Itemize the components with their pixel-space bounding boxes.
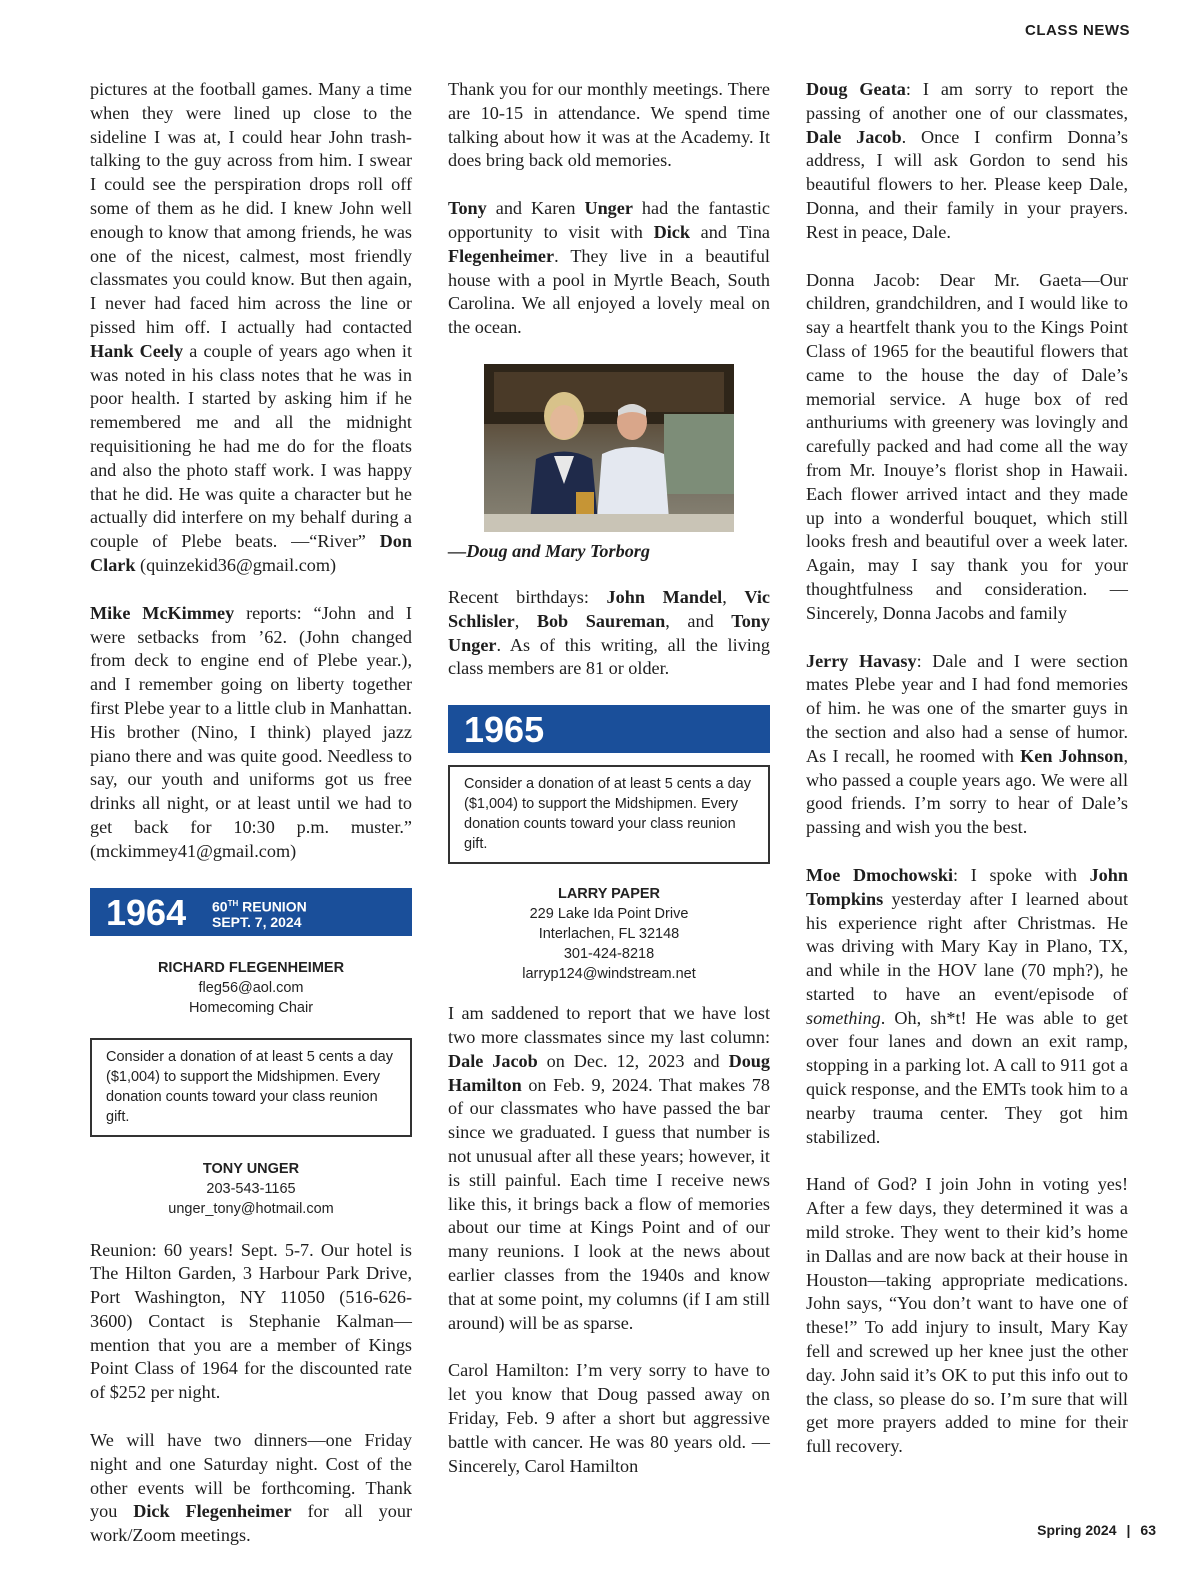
text: , [722,586,745,607]
classmate-name: Jerry Havasy [806,650,917,671]
emphasis: something [806,1007,881,1028]
text: on Feb. 9, 2024. That makes 78 of our classmates who have passed the bar since we graduated. I guess that number is not unusual after all these years; however, it is still painful. Each time I receive news like this, it brings back a flow of memories about our time at Kings Point and of our many reunions. I look at the news about earlier classes from the 1940s and know that at some point, my columns (if I am still around) will be as sparse. [448,1074,770,1333]
paragraph-dinners [90,1429,412,1548]
classmate-name: Doug Hamilton [448,1050,770,1095]
section-header: CLASS NEWS [1024,22,1130,39]
paragraph-myrtle-beach [448,197,770,340]
classmate-name: Bob Saureman [536,610,666,631]
text: (quinzekid36@gmail.com) [135,554,337,575]
contact-phone: 301-424-8218 [563,946,655,963]
classmate-name: Doug Geata [806,79,906,99]
text: : Dale and I were section mates Plebe year and I had fond memories of him. he was one of the smarter guys in the section and also had a sense of humor. As I recall, he roomed with [806,650,1128,766]
issue-label: Spring 2024 [1037,1522,1117,1538]
paragraph-donna-jacob: Donna Jacob: Dear Mr. Gaeta—Our children, grandchildren, and I would like to say a heartfelt thank you to the Kings Point Class of 1965 for the beautiful flowers that came to the house the day of Dale’s memorial service. A huge box of red anthuriums with greenery was lovingly and carefully packed and had come all the way from Mr. Inouye’s florist shop in Hawaii. Each flower arrived intact and they made up into a wonderful bouquet, which still looks fresh and beautiful over a week later. Again, may I say thank you for your thoughtfulness and consideration. —Sincerely, Donna Jacobs and family [806,269,1128,623]
contact-email[interactable]: larryp124@windstream.net [522,966,696,983]
photo-illustration [484,364,734,532]
column-1 [90,78,412,1572]
contact-email[interactable]: unger_tony@hotmail.com [168,1200,334,1217]
class-year: 1965 [464,709,545,751]
page-number: 63 [1140,1522,1156,1538]
paragraph-birthdays [448,586,770,681]
paragraph-football [90,78,412,578]
reunion-word: REUNION [238,898,307,915]
text: on Dec. 12, 2023 and [537,1050,729,1071]
classmate-name: Moe Dmochowski [806,864,954,885]
classmate-name: Flegenheimer [448,245,555,266]
class-1964-banner [90,888,412,936]
reunion-number: 60 [212,898,228,915]
classmate-name: Tony [448,198,487,219]
paragraph-hand-of-god: Hand of God? I join John in voting yes! After a few days, they determined it was a mild stroke. They went to their kid’s home in Dallas and are now back at their house in Houston—taking appropriate medications. John says, “You don’t want to have one of these!” To add injury to insult, Mary Kay fell and screwed up her knee just the other day. John said it’s OK to put this info out to the class, so please do so. I’m sure that will get more prayers added to mine for their full recovery. [806,1174,1128,1457]
text: I am saddened to report that we have lost two more classmates since my last column: [448,1003,770,1047]
classmate-name: John Mandel [606,586,723,607]
text: pictures at the football games. Many a time when they were lined up close to the sideline I was at, I could hear John trash-talking to the guy across from him. I swear I could see the perspiration drops roll off some of them as he did. I knew John well enough to know that among friends, he was one of the nicest, calmest, most friendly classmates you could know. But then again, I never had faced him across the line or pissed him off. I actually had contacted [90,79,412,337]
torborg-photo [484,364,734,532]
contact-paper [448,884,770,984]
contact-name: RICHARD FLEGENHEIMER [157,959,345,976]
classmate-name: Vic Schlisler [448,586,770,631]
paragraph-carol-hamilton: Carol Hamilton: I’m very sorry to have to let you know that Doug passed away on Friday, Feb. 9 after a short but aggressive battle with cancer. He was 80 years old. —Sincerely, Carol Hamilton [448,1360,770,1476]
classmate-name: Mike McKimmey [90,602,235,623]
text: . Once I confirm Donna’s address, I will ask Gordon to send his beautiful flowers to her. Please keep Dale, Donna, and their family in your prayers. Rest in peace, Dale. [806,126,1128,242]
text: a couple of years ago when it was noted in his class notes that he was in poor health. I started by asking him if he remembered me and all the midnight requisitioning he had me do for the floats and also the photo staff work. I was happy that he did. He was quite a character but he actually did interfere on my behalf during a couple of Plebe beats. —“River” [90,340,412,552]
page-footer [1037,1522,1156,1538]
classmate-name: Unger [584,198,633,219]
paragraph-meetings: Thank you for our monthly meetings. There are 10-15 in attendance. We spend time talking about how it was at the Academy. It does bring back old memories. [448,79,770,171]
paragraph-geata [806,78,1128,245]
class-year: 1964 [106,891,187,933]
classmate-name: Dick Flegenheimer [133,1501,292,1522]
class-1965-banner [448,705,770,753]
classmate-name: Dick [653,221,690,242]
classmate-name: John Tompkins [806,864,1128,909]
text: : I am sorry to report the passing of another one of our classmates, [806,79,1128,123]
classmate-name: Ken Johnson [1020,745,1124,766]
contact-address-line1: 229 Lake Ida Point Drive [529,906,689,923]
contact-flegenheimer [90,958,412,1018]
text: , [514,610,537,631]
contact-unger [90,1159,412,1219]
text: had the fantastic opportunity to visit with [448,198,770,242]
text: : I spoke with [953,864,1090,885]
column-2 [448,78,770,1502]
column-3 [806,78,1128,1483]
photo-caption: —Doug and Mary Torborg [448,540,650,561]
text: , and [665,610,732,631]
text: We will have two dinners—one Friday night and one Saturday night. Cost of the other events will be forthcoming. Thank you [90,1430,412,1522]
text: . They live in a beautiful house with a pool in Myrtle Beach, South Carolina. We all enjoyed a lovely meal on the ocean. [448,245,770,338]
reunion-date: SEPT. 7, 2024 [212,914,302,931]
contact-role: Homecoming Chair [188,999,314,1016]
donation-box: Consider a donation of at least 5 cents a day ($1,004) to support the Midshipmen. Every donation counts toward your class reunion gift. [90,1038,412,1137]
contact-name: LARRY PAPER [557,886,661,903]
paragraph-saddened [448,1002,770,1335]
classmate-name: Dale Jacob [448,1050,538,1071]
contact-name: TONY UNGER [202,1160,300,1177]
paragraph-mckimmey [90,602,412,864]
reunion-suffix: TH [227,898,239,908]
text: Recent birthdays: [448,586,607,607]
classmate-name: Don Clark [90,531,412,575]
classmate-name: Hank Ceely [90,340,184,361]
text: and Tina [689,221,770,242]
classmate-name: Dale Jacob [806,126,902,147]
text: . Oh, sh*t! He was able to get over four lanes and down an exit ramp, stopping in a parking lot. A call to 911 got a quick response, and the EMTs took him to a nearby trauma center. They got him stabilized. [806,1007,1128,1147]
contact-address-line2: Interlachen, FL 32148 [538,926,680,943]
text: , who passed a couple years ago. We were all good friends. I’m sorry to hear of Dale’s passing and wish you the best. [806,745,1128,838]
reunion-info [212,896,307,931]
text: reports: “John and I were setbacks from ’62. (John changed from deck to engine end of Plebe year.), and I remember going on liberty together first Plebe year to a little club in Manhattan. His brother (Nino, I think) played jazz piano there and was quite good. Needless to say, our youth and uniforms got us free drinks all night, or at least until we had to get back for 10:30 p.m. muster.” (mckimmey41@gmail.com) [90,602,412,861]
footer-separator: | [1126,1522,1131,1538]
paragraph-havasy [806,650,1128,840]
text: yesterday after I learned about his experience right after Christmas. He was driving with Mary Kay in Plano, TX, and while in the HOV lane (70 mph?), he started to have an event/episode of [806,888,1128,1004]
contact-phone: 203-543-1165 [206,1180,296,1197]
text: and Karen [486,198,585,219]
text: . As of this writing, all the living class members are 81 or older. [448,634,770,679]
classmate-name: Tony Unger [448,610,771,655]
donation-box: Consider a donation of at least 5 cents a day ($1,004) to support the Midshipmen. Every donation counts toward your class reunion gift. [448,765,770,864]
paragraph-reunion: Reunion: 60 years! Sept. 5-7. Our hotel is The Hilton Garden, 3 Harbour Park Drive, Port Washington, NY 11050 (516-626-3600) Contact is Stephanie Kalman—mention that you are a member of Kings Point Class of 1964 for the discounted rate of $252 per night. [90,1239,412,1403]
text: for all your work/Zoom meetings. [90,1501,412,1546]
contact-email[interactable]: fleg56@aol.com [198,979,304,996]
paragraph-dmochowski [806,864,1128,1150]
